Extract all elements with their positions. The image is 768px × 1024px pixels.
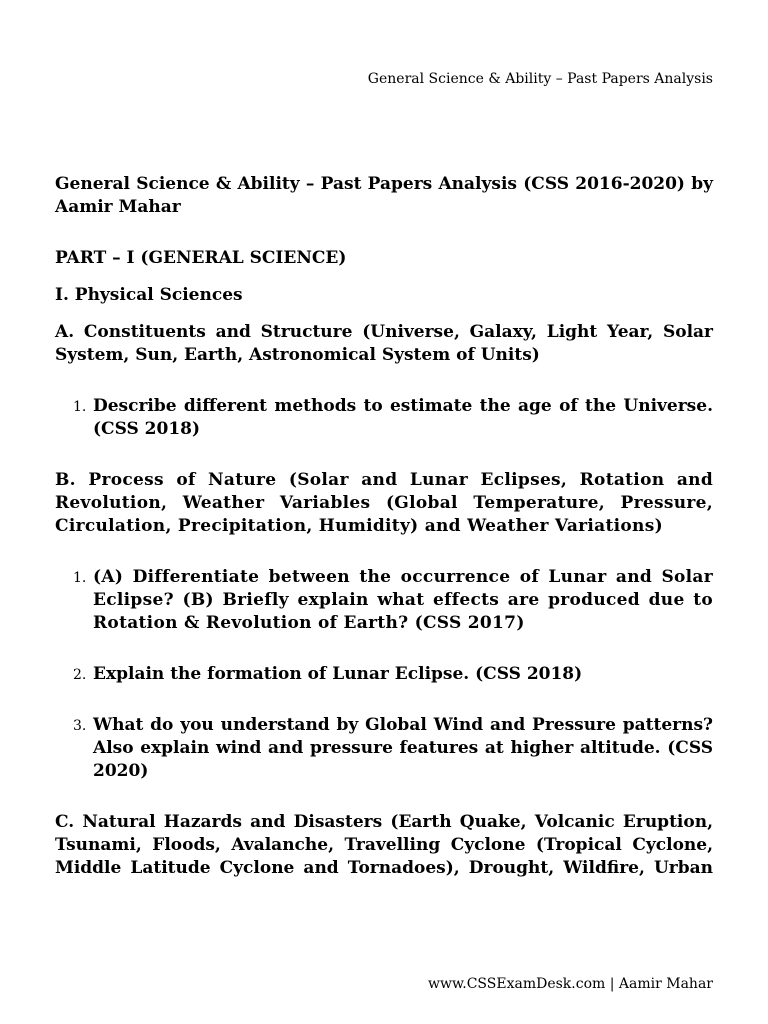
- question-item: [55, 714, 713, 783]
- part-heading: PART – I (GENERAL SCIENCE): [55, 248, 347, 268]
- question-text: Explain the formation of Lunar Eclipse. (CSS 2018): [93, 664, 583, 684]
- subsection-heading-b: B. Process of Nature (Solar and Lunar Eclipses, Rotation and Revolution, Weather Variables (Global Temperature, Pressure, Circulation, Precipitation, Humidity) and Weather Variations): [55, 470, 713, 536]
- question-list-b: [55, 566, 713, 783]
- question-list-a: [55, 395, 713, 441]
- question-text: Describe different methods to estimate the age of the Universe. (CSS 2018): [93, 396, 713, 439]
- page-header: General Science & Ability – Past Papers Analysis: [367, 71, 713, 87]
- question-number: 1.: [73, 399, 87, 415]
- page-footer: www.CSSExamDesk.com | Aamir Mahar: [427, 976, 713, 992]
- section-heading: I. Physical Sciences: [55, 285, 243, 305]
- question-number: 2.: [73, 667, 87, 683]
- question-number: 1.: [73, 570, 87, 586]
- subsection-heading-a: A. Constituents and Structure (Universe, Galaxy, Light Year, Solar System, Sun, Earth, Astronomical System of Units): [55, 322, 713, 365]
- question-text: What do you understand by Global Wind and Pressure patterns? Also explain wind and pressure features at higher altitude. (CSS 2020): [93, 715, 713, 781]
- question-item: [55, 566, 713, 635]
- question-item: [55, 395, 713, 441]
- subsection-heading-c: C. Natural Hazards and Disasters (Earth Quake, Volcanic Eruption, Tsunami, Floods, Avalanche, Travelling Cyclone (Tropical Cyclone, Middle Latitude Cyclone and Tornadoes), Drought, Wildfire, Urban: [55, 812, 713, 878]
- page-content: [55, 173, 713, 908]
- question-number: 3.: [73, 718, 87, 734]
- question-text: (A) Differentiate between the occurrence of Lunar and Solar Eclipse? (B) Briefly explain what effects are produced due to Rotation & Revolution of Earth? (CSS 2017): [93, 567, 713, 633]
- question-item: [55, 663, 713, 686]
- document-title: General Science & Ability – Past Papers Analysis (CSS 2016-2020) by Aamir Mahar: [55, 174, 713, 217]
